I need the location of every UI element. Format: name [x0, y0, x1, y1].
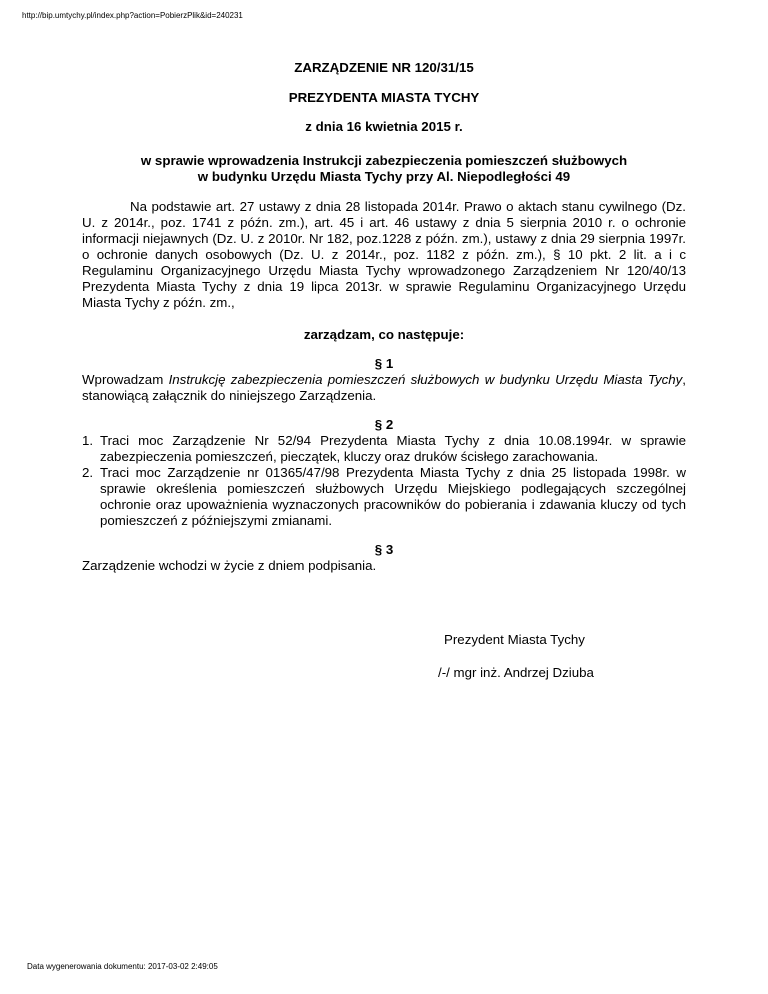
legal-basis: Na podstawie art. 27 ustawy z dnia 28 listopada 2014r. Prawo o aktach stanu cywilnego (Dz. U. z 2014r., poz. 1741 z późn. zm.), art. 45 i art. 46 ustawy z dnia 5 sierpnia 2010 r. o ochronie informacji niejawnych (Dz. U. z 2010r. Nr 182, poz.1228 z późn. zm.), ustawy z dnia 29 sierpnia 1997r. o ochronie danych osobowych (Dz. U. z 2014r., poz. 1182 z późn. zm.), § 10 pkt. 2 lit. a i c Regulaminu Organizacyjnego Urzędu Miasta Tychy wprowadzonego Zarządzeniem Nr 120/40/13 Prezydenta Miasta Tychy z dnia 19 lipca 2013r. w sprawie Regulaminu Organizacyjnego Urzędu Miasta Tychy z późn. zm.,	[82, 199, 686, 310]
document-body	[82, 60, 686, 574]
section-1-text	[82, 372, 686, 404]
source-url: http://bip.umtychy.pl/index.php?action=PobierzPlik&id=240231	[22, 11, 243, 20]
section-1-heading: § 1	[374, 356, 394, 371]
signatory-title: Prezydent Miasta Tychy	[444, 632, 585, 647]
section-1-text-before: Wprowadzam	[82, 372, 169, 387]
section-2-item	[82, 465, 686, 529]
generation-date: Data wygenerowania dokumentu: 2017-03-02 2:49:05	[27, 962, 218, 971]
document-subject	[82, 153, 686, 185]
item-number: 1.	[82, 433, 94, 448]
document-issuer: PREZYDENTA MIASTA TYCHY	[288, 90, 480, 105]
document-title: ZARZĄDZENIE NR 120/31/15	[294, 60, 474, 75]
section-1-text-after: , stanowiącą załącznik do niniejszego Zarządzenia.	[82, 372, 686, 403]
signatory-name: /-/ mgr inż. Andrzej Dziuba	[438, 665, 594, 680]
decree-formula: zarządzam, co następuje:	[303, 327, 465, 342]
subject-line-2: w budynku Urzędu Miasta Tychy przy Al. Niepodległości 49	[197, 169, 571, 184]
item-number: 2.	[82, 465, 94, 480]
section-3-text: Zarządzenie wchodzi w życie z dniem podpisania.	[82, 558, 377, 573]
section-2-list	[82, 433, 686, 529]
subject-line-1: w sprawie wprowadzenia Instrukcji zabezpieczenia pomieszczeń służbowych	[140, 153, 628, 168]
document-date: z dnia 16 kwietnia 2015 r.	[305, 119, 463, 134]
section-2-heading: § 2	[374, 417, 394, 432]
section-1-instruction-title: Instrukcję zabezpieczenia pomieszczeń służbowych w budynku Urzędu Miasta Tychy	[168, 372, 683, 387]
item-text: Traci moc Zarządzenie nr 01365/47/98 Prezydenta Miasta Tychy z dnia 25 listopada 1998r. w sprawie określenia pomieszczeń służbowych Urzędu Miejskiego podlegających szczególnej ochronie oraz upoważnienia wyznaczonych pracowników do pobierania i zdawania kluczy od tych pomieszczeń z późniejszymi zmianami.	[100, 465, 686, 528]
section-3-heading: § 3	[374, 542, 394, 557]
section-2-item	[82, 433, 686, 465]
item-text: Traci moc Zarządzenie Nr 52/94 Prezydenta Miasta Tychy z dnia 10.08.1994r. w sprawie zabezpieczenia pomieszczeń, pieczątek, kluczy oraz druków ścisłego zarachowania.	[100, 433, 686, 464]
